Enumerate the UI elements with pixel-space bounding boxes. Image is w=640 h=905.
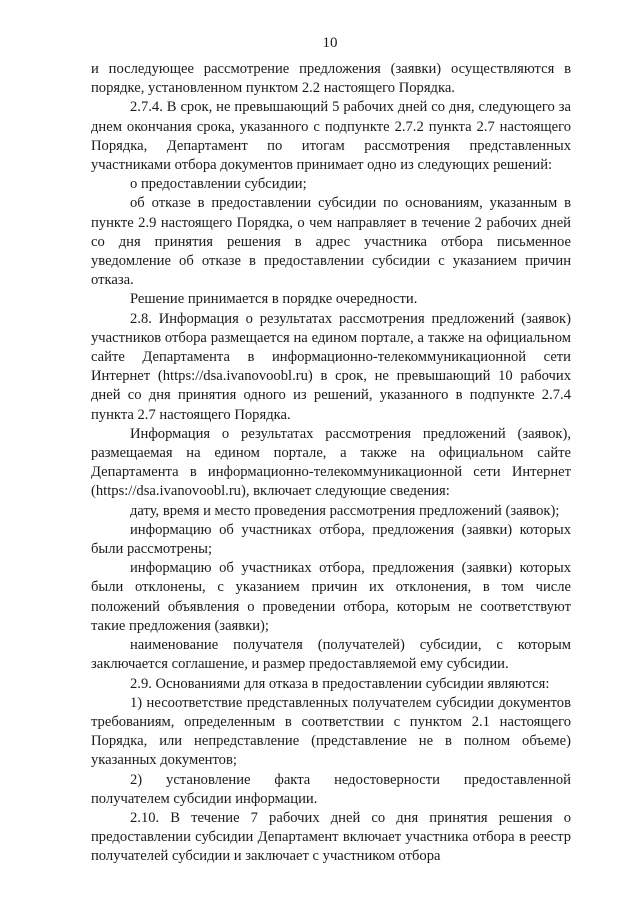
paragraph: дату, время и место проведения рассмотрения предложений (заявок); [130, 502, 560, 519]
paragraph: и последующее рассмотрение предложения (заявки) осуществляются в порядке, установленном пунктом 2.2 настоящего Порядка. [91, 61, 571, 97]
paragraph: Информация о результатах рассмотрения предложений (заявок), размещаемая на едином портале, а также на официальном сайте Департамента в информационно-телекоммуникационной сети Интернет (https://dsa.ivanovoobl.ru), включает следующие сведения: [91, 425, 571, 500]
paragraph: Решение принимается в порядке очередности. [130, 291, 418, 308]
paragraph: 2.9. Основаниями для отказа в предоставлении субсидии являются: [130, 675, 550, 692]
paragraph: об отказе в предоставлении субсидии по основаниям, указанным в пункте 2.9 настоящего Порядка, о чем направляет в течение 2 рабочих дней со дня принятия решения в адрес участника отбора письменное уведомление об отказе в предоставлении субсидии с указанием причин отказа. [91, 195, 571, 289]
paragraph: информацию об участниках отбора, предложения (заявки) которых были рассмотрены; [91, 521, 571, 558]
paragraph: наименование получателя (получателей) субсидии, с которым заключается соглашение, и размер предоставляемой ему субсидии. [91, 637, 571, 673]
paragraph: 2) установление факта недостоверности предоставленной получателем субсидии информации. [91, 771, 571, 807]
paragraph: 2.7.4. В срок, не превышающий 5 рабочих дней со дня, следующего за днем окончания срока, указанного с подпункте 2.7.2 пункта 2.7 настоящего Порядка, Департамент по итогам рассмотрения представленных участниками отбора документов принимает одно из следующих решений: [91, 99, 571, 174]
paragraph: о предоставлении субсидии; [130, 176, 307, 193]
document-body [91, 60, 571, 867]
paragraph: 2.10. В течение 7 рабочих дней со дня принятия решения о предоставлении субсидии Департамент включает участника отбора в реестр получателей субсидии и заключает с участником отбора [91, 809, 571, 865]
page-number: 10 [322, 35, 338, 51]
paragraph: информацию об участниках отбора, предложения (заявки) которых были отклонены, с указанием причин их отклонения, в том числе положений объявления о проведении отбора, которым не соответствуют такие предложения (заявки); [91, 560, 571, 634]
paragraph: 1) несоответствие представленных получателем субсидии документов требованиям, определенным в соответствии с пунктом 2.1 настоящего Порядка, или непредставление (представление не в полном объеме) указанных документов; [91, 694, 571, 769]
paragraph: 2.8. Информация о результатах рассмотрения предложений (заявок) участников отбора размещается на едином портале, а также на официальном сайте Департамента в информационно-телекоммуникационной сети Интернет (https://dsa.ivanovoobl.ru) в срок, не превышающий 10 рабочих дней со дня принятия одного из решений, указанного в подпункте 2.7.4 пункта 2.7 настоящего Порядка. [91, 310, 571, 423]
